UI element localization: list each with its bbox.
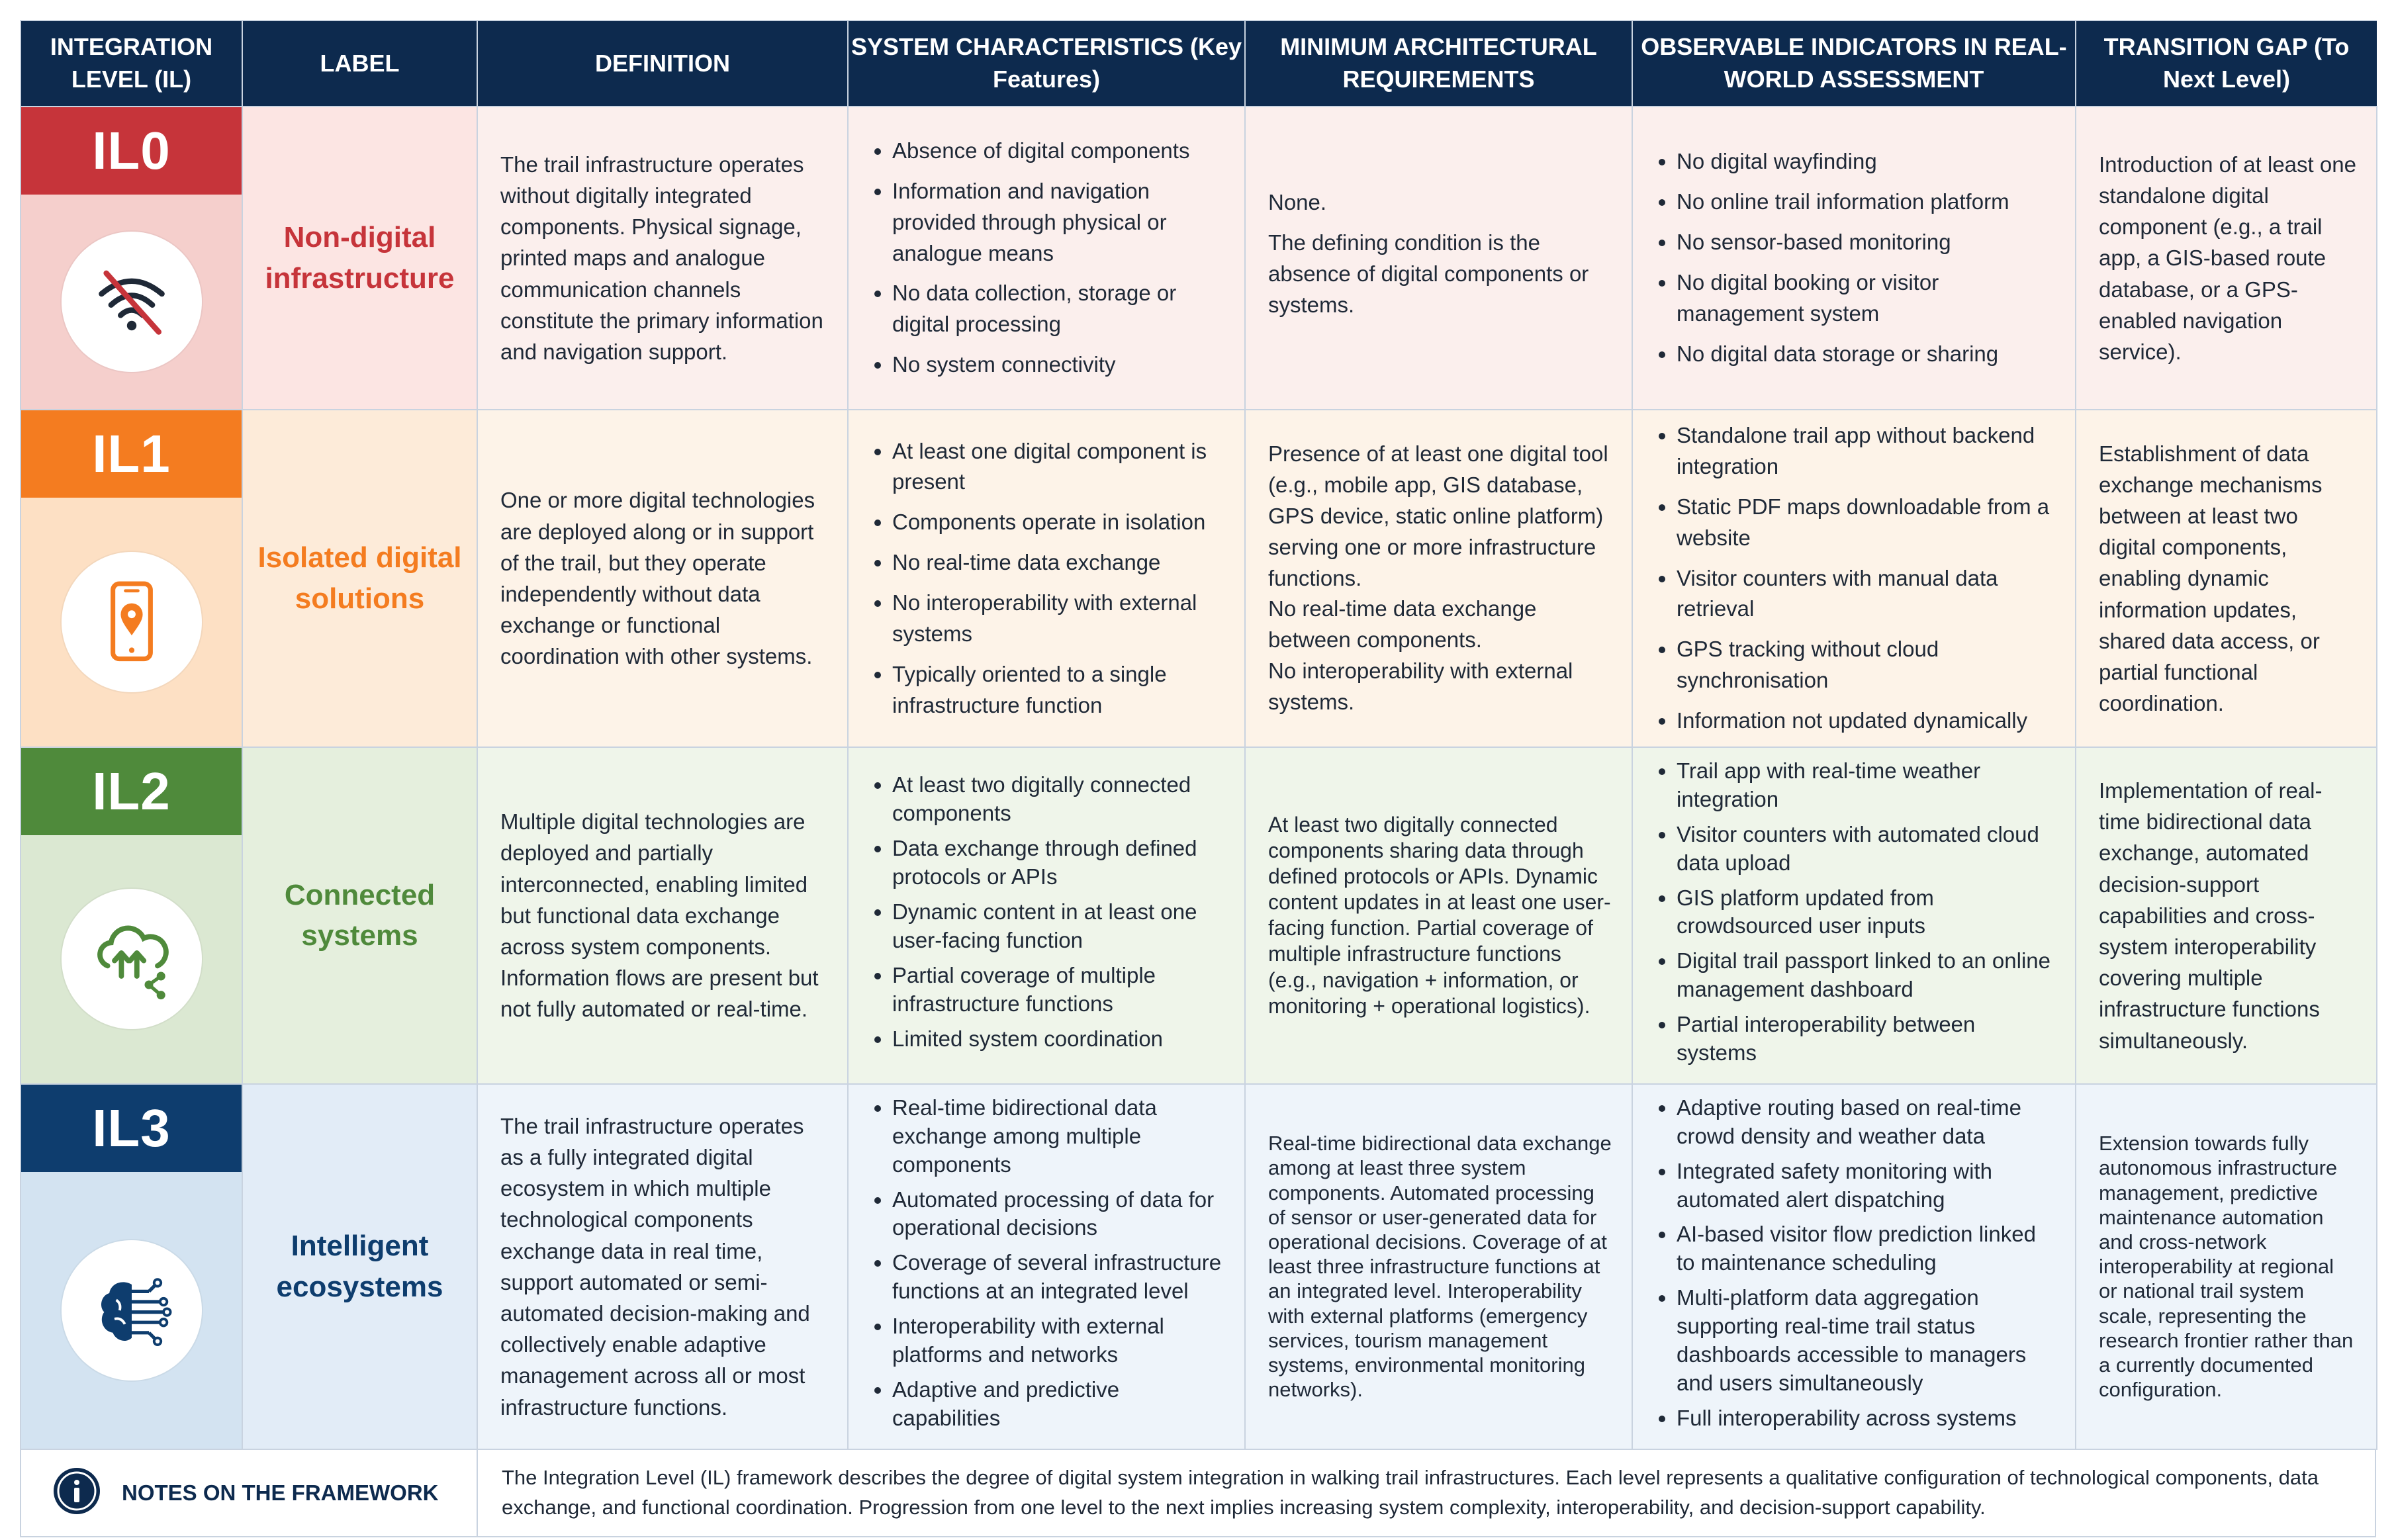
level-cell	[21, 747, 242, 1084]
wifi-off-icon	[62, 232, 202, 372]
level-cell	[21, 1084, 242, 1449]
header-integration-level: INTEGRATION LEVEL (IL)	[21, 21, 242, 107]
smartphone-location-icon	[62, 552, 202, 692]
definition-cell	[477, 1084, 848, 1449]
definition-cell	[477, 747, 848, 1084]
list-item: • At least one digital component is present	[892, 436, 1226, 498]
list-item: • Interoperability with external platforms and networks	[892, 1312, 1226, 1369]
list-item: • Information not updated dynamically	[1677, 705, 2056, 737]
list-item: • No interoperability with external systems	[892, 588, 1226, 650]
list-item: • Visitor counters with manual data retrieval	[1677, 563, 2056, 625]
list-item: • GPS tracking without cloud synchronisation	[1677, 634, 2056, 696]
requirements-text: Presence of at least one digital tool (e.g., mobile app, GIS database, GPS device, static online platform) serving one or more infrastructure functions.	[1268, 441, 1608, 590]
transition-gap-cell	[2076, 410, 2377, 747]
notes-title: NOTES ON THE FRAMEWORK	[122, 1480, 439, 1505]
info-icon	[52, 1466, 102, 1519]
requirements-text: The defining condition is the absence of digital components or systems.	[1268, 230, 1589, 318]
list-item: • No real-time data exchange	[892, 547, 1226, 578]
characteristics-cell	[848, 1084, 1245, 1449]
requirements-text: Real-time bidirectional data exchange among at least three system components. Automated processing of sensor or user-generated data for operational decisions. Coverage of at least three infrastructure functions at an integrated level. Interoperability with external platforms (emergency services, tourism management systems, environmental monitoring networks).	[1268, 1132, 1612, 1402]
list-item: • At least two digitally connected components	[892, 771, 1226, 828]
list-item: • Dynamic content in at least one user-facing function	[892, 898, 1226, 955]
level-badge: IL0	[21, 107, 242, 195]
level-label: Non-digital infrastructure	[265, 221, 455, 294]
indicators-cell	[1632, 1084, 2076, 1449]
requirements-text: No interoperability with external systems.	[1268, 658, 1573, 714]
level-cell	[21, 107, 242, 410]
label-cell	[242, 107, 477, 410]
framework-notes	[20, 1450, 2376, 1537]
list-item: • Integrated safety monitoring with automated alert dispatching	[1677, 1157, 2056, 1214]
definition-cell	[477, 410, 848, 747]
transition-gap-text: Establishment of data exchange mechanisms between at least two digital components, enabling dynamic information updates, shared data access, or partial functional coordination.	[2099, 441, 2323, 716]
definition-cell	[477, 107, 848, 410]
requirements-cell	[1245, 410, 1632, 747]
requirements-cell	[1245, 747, 1632, 1084]
label-cell	[242, 1084, 477, 1449]
list-item: • No online trail information platform	[1677, 187, 2056, 218]
list-item: • Absence of digital components	[892, 136, 1226, 167]
level-badge: IL2	[21, 748, 242, 835]
list-item: • GIS platform updated from crowdsourced user inputs	[1677, 884, 2056, 941]
list-item: • Adaptive routing based on real-time crowd density and weather data	[1677, 1094, 2056, 1151]
list-item: • Visitor counters with automated cloud data upload	[1677, 821, 2056, 878]
list-item: • No digital wayfinding	[1677, 146, 2056, 177]
requirements-text: At least two digitally connected components sharing data through defined protocols or APIs. Dynamic content updates in at least one user-facing function. Partial coverage of multiple infrastructure functions (e.g., navigation + information, or monitoring + operational logistics).	[1268, 813, 1611, 1018]
cloud-network-icon	[62, 889, 202, 1029]
transition-gap-text: Implementation of real-time bidirectional data exchange, automated decision-support capabilities and cross-system interoperability covering multiple infrastructure functions simultaneously.	[2099, 778, 2323, 1053]
level-badge: IL1	[21, 410, 242, 498]
header-minimum-requirements: MINIMUM ARCHITECTURAL REQUIREMENTS	[1245, 21, 1632, 107]
transition-gap-cell	[2076, 747, 2377, 1084]
framework-table-frame	[20, 20, 2376, 1537]
list-item: • Static PDF maps downloadable from a website	[1677, 492, 2056, 554]
transition-gap-cell	[2076, 107, 2377, 410]
header-observable-indicators: OBSERVABLE INDICATORS IN REAL-WORLD ASSESSMENT	[1632, 21, 2076, 107]
list-item: • Real-time bidirectional data exchange among multiple components	[892, 1094, 1226, 1179]
header-system-characteristics: SYSTEM CHARACTERISTICS (Key Features)	[848, 21, 1245, 107]
requirements-cell	[1245, 107, 1632, 410]
label-cell	[242, 747, 477, 1084]
label-cell	[242, 410, 477, 747]
requirements-text: No real-time data exchange between components.	[1268, 596, 1537, 653]
list-item: • Standalone trail app without backend integration	[1677, 420, 2056, 482]
list-item: • No digital data storage or sharing	[1677, 339, 2056, 370]
indicators-cell	[1632, 107, 2076, 410]
level-label: Isolated digital solutions	[257, 541, 462, 615]
level-row-il2	[21, 747, 2377, 1084]
list-item: • No sensor-based monitoring	[1677, 227, 2056, 258]
list-item: • No digital booking or visitor management system	[1677, 267, 2056, 330]
level-row-il1	[21, 410, 2377, 747]
list-item: • Partial coverage of multiple infrastructure functions	[892, 962, 1226, 1019]
level-label: Connected systems	[284, 878, 436, 952]
header-row	[21, 21, 2377, 107]
list-item: • Data exchange through defined protocols or APIs	[892, 835, 1226, 891]
transition-gap-text: Introduction of at least one standalone digital component (e.g., a trail app, a GIS-based route database, or a GPS-enabled navigation service).	[2099, 152, 2356, 364]
list-item: • Adaptive and predictive capabilities	[892, 1376, 1226, 1433]
definition-text: The trail infrastructure operates without digitally integrated components. Physical signage, printed maps and analogue communication channels constitute the primary information and navigation support.	[500, 152, 823, 364]
level-row-il0	[21, 107, 2377, 410]
characteristics-cell	[848, 107, 1245, 410]
indicators-cell	[1632, 747, 2076, 1084]
level-badge: IL3	[21, 1085, 242, 1172]
indicators-cell	[1632, 410, 2076, 747]
integration-level-table	[20, 20, 2377, 1450]
list-item: • No system connectivity	[892, 349, 1226, 381]
level-cell	[21, 410, 242, 747]
list-item: • No data collection, storage or digital processing	[892, 278, 1226, 340]
list-item: • Full interoperability across systems	[1677, 1404, 2056, 1433]
list-item: • Limited system coordination	[892, 1025, 1226, 1054]
list-item: • Components operate in isolation	[892, 507, 1226, 538]
list-item: • Typically oriented to a single infrastructure function	[892, 659, 1226, 721]
list-item: • Multi-platform data aggregation supporting real-time trail status dashboards accessible to managers and users simultaneously	[1677, 1284, 2056, 1398]
transition-gap-cell	[2076, 1084, 2377, 1449]
list-item: • Partial interoperability between systems	[1677, 1011, 2056, 1067]
list-item: • Coverage of several infrastructure functions at an integrated level	[892, 1249, 1226, 1306]
characteristics-cell	[848, 410, 1245, 747]
characteristics-cell	[848, 747, 1245, 1084]
definition-text: One or more digital technologies are deployed along or in support of the trail, but they operate independently without data exchange or functional coordination with other systems.	[500, 488, 815, 669]
header-label: LABEL	[242, 21, 477, 107]
definition-text: The trail infrastructure operates as a fully integrated digital ecosystem in which multiple technological components exchange data in real time, support automated or semi-automated decision-making and collectively enable adaptive management across all or most infrastructure functions.	[500, 1113, 810, 1420]
notes-text: The Integration Level (IL) framework describes the degree of digital system integration in walking trail infrastructures. Each level represents a qualitative configuration of technological components, data exchange, and functional coordination. Progression from one level to the next implies increasing system complexity, interoperability, and decision-support capability.	[502, 1465, 2319, 1519]
list-item: • Information and navigation provided through physical or analogue means	[892, 176, 1226, 269]
level-row-il3	[21, 1084, 2377, 1449]
header-definition: DEFINITION	[477, 21, 848, 107]
ai-brain-icon	[62, 1240, 202, 1381]
list-item: • Trail app with real-time weather integration	[1677, 757, 2056, 814]
level-label: Intelligent ecosystems	[276, 1230, 443, 1303]
definition-text: Multiple digital technologies are deployed and partially interconnected, enabling limited but functional data exchange across system components. Information flows are present but not fully automated or real-time.	[500, 809, 819, 1022]
transition-gap-text: Extension towards fully autonomous infrastructure management, predictive maintenance automation and cross-network interoperability at regional or national trail system scale, representing the research frontier rather than a currently documented configuration.	[2099, 1132, 2354, 1402]
list-item: • AI-based visitor flow prediction linked to maintenance scheduling	[1677, 1220, 2056, 1277]
list-item: • Automated processing of data for operational decisions	[892, 1186, 1226, 1243]
requirements-text: None.	[1268, 189, 1327, 214]
requirements-cell	[1245, 1084, 1632, 1449]
header-transition-gap: TRANSITION GAP (To Next Level)	[2076, 21, 2377, 107]
list-item: • Digital trail passport linked to an online management dashboard	[1677, 947, 2056, 1004]
